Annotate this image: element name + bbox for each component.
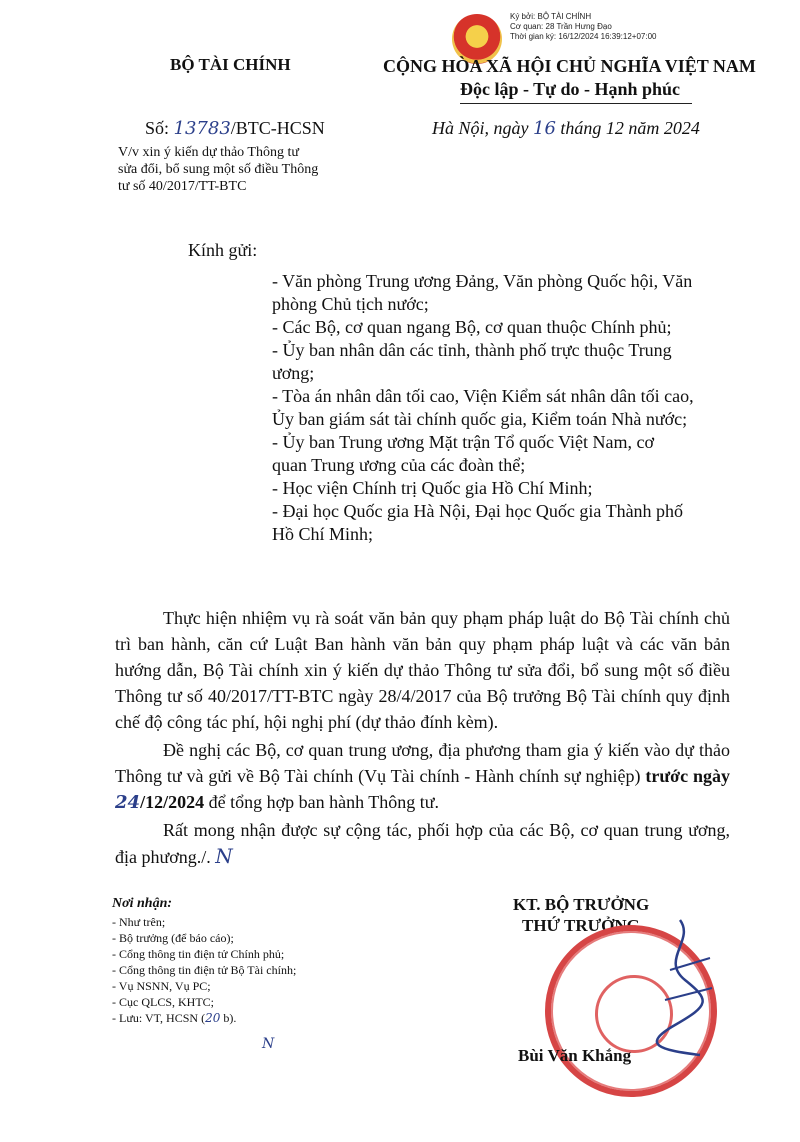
issuing-org: BỘ TÀI CHÍNH xyxy=(170,55,291,74)
recipient-line: Ủy ban giám sát tài chính quốc gia, Kiểm toán Nhà nước; xyxy=(272,409,688,429)
signer-role-1: KT. BỘ TRƯỞNG xyxy=(513,895,650,914)
national-motto: Độc lập - Tự do - Hạnh phúc xyxy=(460,79,681,99)
body-paragraph-1 xyxy=(115,605,730,735)
subject-line: sửa đổi, bổ sung một số điều Thông xyxy=(118,162,319,177)
date-handwritten: 16 xyxy=(533,118,556,139)
paragraph-end: để tổng hợp ban hành Thông tư. xyxy=(204,792,439,812)
signer-name: Bùi Văn Khắng xyxy=(518,1046,632,1065)
body-paragraph-2 xyxy=(115,737,730,816)
deadline-prefix: trước ngày xyxy=(645,766,730,786)
country-name: CỘNG HÒA XÃ HỘI CHỦ NGHĨA VIỆT NAM xyxy=(383,56,756,76)
receivers-list xyxy=(112,914,296,1026)
deadline-suffix: /12/2024 xyxy=(140,792,205,812)
paragraph-text: Rất mong nhận được sự cộng tác, phối hợp của các Bộ, cơ quan trung ương, địa phương./. xyxy=(115,820,730,867)
digital-time: Thời gian ký: 16/12/2024 16:39:12+07:00 xyxy=(510,32,657,41)
doc-number-handwritten: 13783 xyxy=(173,118,231,139)
date-suffix: tháng 12 năm 2024 xyxy=(555,118,700,138)
receivers-title: Nơi nhận: xyxy=(112,896,173,911)
greeting: Kính gửi: xyxy=(188,240,258,260)
receiver-item: - Vụ NSNN, Vụ PC; xyxy=(112,979,211,993)
subject-block xyxy=(118,144,318,195)
recipient-line: - Các Bộ, cơ quan ngang Bộ, cơ quan thuộc Chính phủ; xyxy=(272,317,672,337)
digital-signer: Ký bởi: BỘ TÀI CHÍNH xyxy=(510,12,592,21)
recipient-line: phòng Chủ tịch nước; xyxy=(272,294,429,314)
recipient-line: Hồ Chí Minh; xyxy=(272,524,374,544)
doc-number-suffix: /BTC-HCSN xyxy=(230,118,325,138)
recipient-line: ương; xyxy=(272,363,315,383)
document-number xyxy=(145,118,325,139)
handwritten-signature-icon xyxy=(640,910,720,1060)
recipient-line: - Tòa án nhân dân tối cao, Viện Kiểm sát nhân dân tối cao, xyxy=(272,386,694,406)
motto-underline xyxy=(460,103,692,104)
body-paragraph-3 xyxy=(115,817,730,870)
digital-signature-info xyxy=(510,12,656,42)
date-prefix: Hà Nội, ngày xyxy=(432,118,533,138)
recipient-line: - Ủy ban nhân dân các tỉnh, thành phố trực thuộc Trung xyxy=(272,340,672,360)
issue-date xyxy=(432,118,700,139)
receivers-initial-mark: N xyxy=(262,1036,275,1052)
recipient-line: - Văn phòng Trung ương Đảng, Văn phòng Quốc hội, Văn xyxy=(272,271,693,291)
receiver-item: - Bộ trưởng (để báo cáo); xyxy=(112,931,234,945)
recipient-line: - Đại học Quốc gia Hà Nội, Đại học Quốc gia Thành phố xyxy=(272,501,684,521)
signer-role-2: THỨ TRƯỞNG xyxy=(522,916,640,935)
archive-prefix: - Lưu: VT, HCSN ( xyxy=(112,1011,206,1025)
archive-copies-handwritten: 20 xyxy=(205,1011,221,1025)
initial-mark: N xyxy=(215,844,233,868)
recipient-line: quan Trung ương của các đoàn thể; xyxy=(272,455,526,475)
doc-number-prefix: Số: xyxy=(145,118,174,138)
paragraph-text: Thực hiện nhiệm vụ rà soát văn bản quy phạm pháp luật do Bộ Tài chính chủ trì ban hành, căn cứ Luật Ban hành văn bản quy phạm pháp luật và các văn bản hướng dẫn, Bộ Tài chính xin ý kiến dự thảo Thông tư sửa đổi, bổ sung một số điều Thông tư số 40/2017/TT-BTC ngày 28/4/2017 của Bộ trưởng Bộ Tài chính quy định chế độ công tác phí, hội nghị phí (dự thảo đính kèm). xyxy=(115,608,730,732)
receiver-item: - Cổng thông tin điện tử Chính phủ; xyxy=(112,947,285,961)
recipients-list xyxy=(272,270,742,546)
recipient-line: - Ủy ban Trung ương Mặt trận Tổ quốc Việt Nam, cơ xyxy=(272,432,655,452)
archive-suffix: b). xyxy=(220,1011,237,1025)
receiver-item xyxy=(112,1010,296,1026)
receiver-item: - Cổng thông tin điện tử Bộ Tài chính; xyxy=(112,963,297,977)
recipient-line: - Học viện Chính trị Quốc gia Hồ Chí Minh; xyxy=(272,478,593,498)
digital-agency: Cơ quan: 28 Trần Hưng Đạo xyxy=(510,22,612,31)
subject-line: tư số 40/2017/TT-BTC xyxy=(118,179,247,194)
deadline-handwritten-day: 24 xyxy=(115,792,141,813)
receiver-item: - Cục QLCS, KHTC; xyxy=(112,995,214,1009)
subject-line: V/v xin ý kiến dự thảo Thông tư xyxy=(118,145,299,160)
receiver-item: - Như trên; xyxy=(112,915,166,929)
paragraph-text: Đề nghị các Bộ, cơ quan trung ương, địa phương tham gia ý kiến vào dự thảo Thông tư và gửi về Bộ Tài chính (Vụ Tài chính - Hành chính sự nghiệp) xyxy=(115,740,730,786)
